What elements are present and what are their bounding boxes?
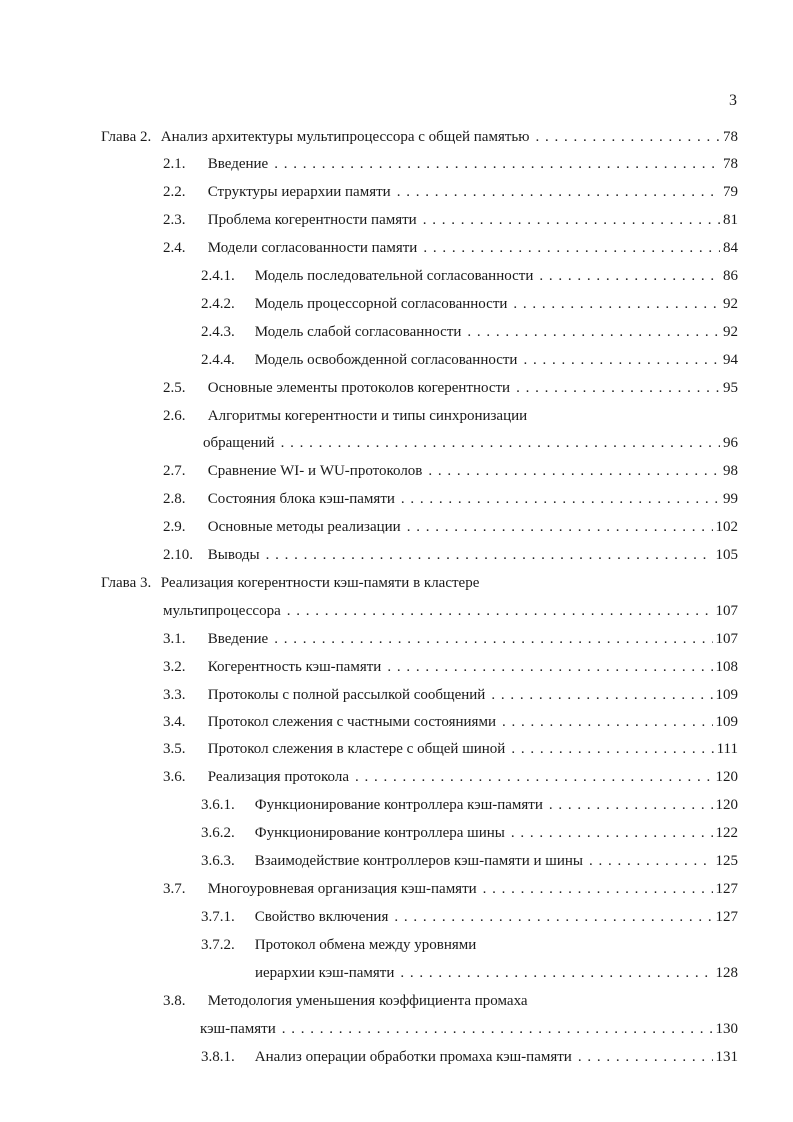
toc-entry-number: 2.1. <box>163 156 186 172</box>
toc-entry-page: 78 <box>723 129 738 145</box>
toc-entry <box>163 462 738 480</box>
dot-leader <box>274 630 712 648</box>
toc-entry <box>163 490 738 508</box>
toc-entry-title: Протокол слежения в кластере с общей шиной <box>207 741 506 757</box>
toc-entry <box>163 740 738 758</box>
toc-entry-title: обращений <box>203 435 275 451</box>
toc-entry-number: 2.4.3. <box>201 324 235 340</box>
toc-entry <box>163 602 738 620</box>
toc-entry-number: 2.6. <box>163 408 186 424</box>
toc-entry-number: 3.1. <box>163 631 186 647</box>
toc-entry-number: 3.7.1. <box>201 909 235 925</box>
dot-leader <box>483 880 713 898</box>
toc-entry-title: мультипроцессора <box>163 603 281 619</box>
toc-entry-number: Глава 3. <box>101 575 152 591</box>
toc-entry-number: 2.5. <box>163 380 186 396</box>
toc-entry <box>201 267 738 285</box>
dot-leader <box>516 379 720 397</box>
toc-entry <box>163 239 738 257</box>
toc-entry <box>163 768 738 786</box>
toc-entry <box>163 379 738 397</box>
toc-entry-page: 105 <box>715 547 738 563</box>
toc-entry-page: 120 <box>715 769 738 785</box>
toc-entry <box>201 796 738 814</box>
toc-entry-page: 107 <box>715 603 738 619</box>
dot-leader <box>394 908 712 926</box>
dot-leader <box>523 351 720 369</box>
dot-leader <box>491 686 712 704</box>
dot-leader <box>397 183 720 201</box>
toc-entry-title: Протокол слежения с частными состояниями <box>207 714 496 730</box>
toc-entry-title: Проблема когерентности памяти <box>207 212 417 228</box>
dot-leader <box>423 239 720 257</box>
toc-entry-page: 131 <box>715 1049 738 1065</box>
toc-entry-page: 78 <box>723 156 738 172</box>
toc-entry-page: 84 <box>723 240 738 256</box>
toc-entry-title: Когерентность кэш-памяти <box>207 659 382 675</box>
toc-entry <box>163 992 738 1010</box>
toc-entry-page: 111 <box>716 741 738 757</box>
dot-leader <box>511 824 713 842</box>
toc-entry <box>163 713 738 731</box>
toc-entry <box>163 211 738 229</box>
toc-entry-page: 108 <box>715 659 738 675</box>
toc-entry-title: Реализация когерентности кэш-памяти в кластере <box>160 575 480 591</box>
toc-entry-title: Модель процессорной согласованности <box>254 296 508 312</box>
toc-entry <box>101 128 738 146</box>
toc-entry-number: 2.4.2. <box>201 296 235 312</box>
toc-entry-title: Анализ операции обработки промаха кэш-памяти <box>254 1049 572 1065</box>
toc-entry-page: 92 <box>723 296 738 312</box>
toc-entry <box>163 630 738 648</box>
toc-entry-title: Модель слабой согласованности <box>254 324 462 340</box>
dot-leader <box>387 658 712 676</box>
dot-leader <box>400 964 712 982</box>
toc-entry-number: 3.6.2. <box>201 825 235 841</box>
toc-entry-number: 3.6.3. <box>201 853 235 869</box>
toc-entry-page: 130 <box>715 1021 738 1037</box>
toc-entry-title: Протокол обмена между уровнями <box>254 937 477 953</box>
toc-entry-number: 3.6.1. <box>201 797 235 813</box>
dot-leader <box>428 462 720 480</box>
toc-entry <box>201 852 738 870</box>
toc-entry-page: 122 <box>715 825 738 841</box>
toc-entry-number: 2.4. <box>163 240 186 256</box>
dot-leader <box>274 155 720 173</box>
toc-entry-page: 98 <box>723 463 738 479</box>
dot-leader <box>549 796 713 814</box>
toc-entry-title: Алгоритмы когерентности и типы синхронизации <box>207 408 528 424</box>
toc-entry-title: Состояния блока кэш-памяти <box>207 491 395 507</box>
toc-entry-number: 3.2. <box>163 659 186 675</box>
toc-entry-title: Структуры иерархии памяти <box>207 184 391 200</box>
toc-entry-title: Модель последовательной согласованности <box>254 268 534 284</box>
toc-entry-number: 2.4.4. <box>201 352 235 368</box>
dot-leader <box>513 295 720 313</box>
toc-entry-number: 2.9. <box>163 519 186 535</box>
toc-entry-number: 2.3. <box>163 212 186 228</box>
dot-leader <box>589 852 713 870</box>
dot-leader <box>281 434 720 452</box>
toc-entry-title: Многоуровневая организация кэш-памяти <box>207 881 477 897</box>
toc-entry-title: Модель освобожденной согласованности <box>254 352 518 368</box>
dot-leader <box>401 490 720 508</box>
toc-entry-number: 3.6. <box>163 769 186 785</box>
toc-entry-page: 94 <box>723 352 738 368</box>
dot-leader <box>282 1020 713 1038</box>
dot-leader <box>467 323 720 341</box>
toc-entry-page: 125 <box>715 853 738 869</box>
toc-entry-page: 99 <box>723 491 738 507</box>
toc-entry <box>201 936 738 954</box>
toc-entry-page: 127 <box>715 909 738 925</box>
toc-entry-page: 120 <box>715 797 738 813</box>
toc-entry-page: 81 <box>723 212 738 228</box>
toc-entry <box>163 658 738 676</box>
toc-entry-number: 2.10. <box>163 547 193 563</box>
dot-leader <box>287 602 713 620</box>
toc-entry-title: Введение <box>207 156 269 172</box>
toc-entry <box>101 574 738 592</box>
toc-entry <box>201 295 738 313</box>
toc-entry-title: Основные методы реализации <box>207 519 401 535</box>
toc-entry-title: Свойство включения <box>254 909 389 925</box>
toc-entry-title: Функционирование контроллера шины <box>254 825 505 841</box>
toc-entry <box>200 1020 738 1038</box>
toc-entry-number: 3.3. <box>163 687 186 703</box>
toc-entry-title: Реализация протокола <box>207 769 349 785</box>
toc-entry-title: Функционирование контроллера кэш-памяти <box>254 797 543 813</box>
toc-entry-page: 127 <box>715 881 738 897</box>
toc-entry <box>163 686 738 704</box>
toc-entry-title: Основные элементы протоколов когерентности <box>207 380 511 396</box>
toc-entry-number: Глава 2. <box>101 129 152 145</box>
toc-entry-number: 3.8.1. <box>201 1049 235 1065</box>
toc-entry <box>201 824 738 842</box>
toc-entry-page: 92 <box>723 324 738 340</box>
dot-leader <box>539 267 720 285</box>
toc-entry-title: Методология уменьшения коэффициента промаха <box>207 993 528 1009</box>
toc-entry-page: 79 <box>723 184 738 200</box>
dot-leader <box>355 768 713 786</box>
toc-entry <box>163 546 738 564</box>
page-number: 3 <box>729 92 737 109</box>
dot-leader <box>407 518 713 536</box>
toc-entry <box>163 183 738 201</box>
toc-entry-page: 96 <box>723 435 738 451</box>
toc-entry-title: Введение <box>207 631 269 647</box>
toc-entry <box>163 518 738 536</box>
toc-entry-number: 2.8. <box>163 491 186 507</box>
toc-entry-number: 3.7. <box>163 881 186 897</box>
toc-entry-page: 109 <box>715 687 738 703</box>
toc-entry-number: 3.4. <box>163 714 186 730</box>
toc-entry <box>203 434 738 452</box>
toc-entry-title: кэш-памяти <box>200 1021 276 1037</box>
toc-entry-page: 107 <box>715 631 738 647</box>
dot-leader <box>502 713 713 731</box>
toc-entry-number: 2.2. <box>163 184 186 200</box>
toc-entry <box>163 407 738 425</box>
toc-entry-number: 3.7.2. <box>201 937 235 953</box>
toc-entry-title: Протоколы с полной рассылкой сообщений <box>207 687 486 703</box>
dot-leader <box>423 211 720 229</box>
dot-leader <box>511 740 713 758</box>
toc-entry <box>163 880 738 898</box>
toc-entry-title: Взаимодействие контроллеров кэш-памяти и шины <box>254 853 583 869</box>
toc-entry-page: 109 <box>715 714 738 730</box>
toc-entry-page: 128 <box>715 965 738 981</box>
toc-entry-title: Модели согласованности памяти <box>207 240 418 256</box>
toc-entry-title: Анализ архитектуры мультипроцессора с общей памятью <box>160 129 530 145</box>
toc-entry <box>201 1048 738 1066</box>
toc-entry-number: 2.4.1. <box>201 268 235 284</box>
toc-entry-title: Выводы <box>207 547 260 563</box>
toc-entry-title: иерархии кэш-памяти <box>255 965 395 981</box>
toc-entry-page: 95 <box>723 380 738 396</box>
toc-entry-page: 102 <box>715 519 738 535</box>
toc-entry-number: 2.7. <box>163 463 186 479</box>
toc-entry <box>201 351 738 369</box>
toc-entry <box>201 908 738 926</box>
toc-entry-title: Сравнение WI- и WU-протоколов <box>207 463 423 479</box>
dot-leader <box>535 128 720 146</box>
dot-leader <box>266 546 713 564</box>
dot-leader <box>578 1048 713 1066</box>
toc-entry-number: 3.8. <box>163 993 186 1009</box>
toc-entry <box>201 323 738 341</box>
toc-entry-number: 3.5. <box>163 741 186 757</box>
toc-entry-page: 86 <box>723 268 738 284</box>
toc-entry <box>163 155 738 173</box>
toc-entry <box>255 964 738 982</box>
